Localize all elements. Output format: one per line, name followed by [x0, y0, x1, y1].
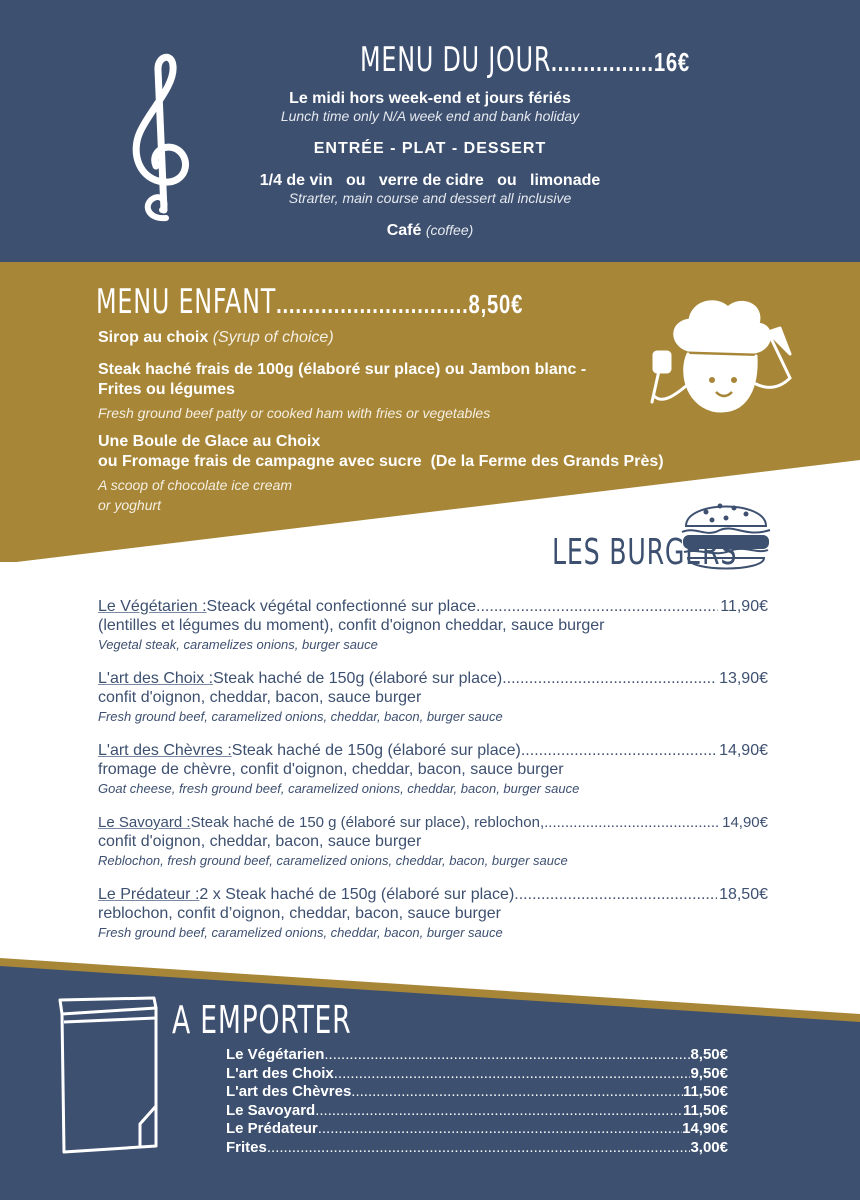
burger-price: 14,90€	[722, 814, 768, 831]
a-emporter-item	[226, 1102, 728, 1121]
takeaway-bag-icon	[56, 996, 166, 1161]
burger-item-predateur	[98, 885, 768, 943]
menu-du-jour-hours	[200, 90, 660, 124]
burger-item-vegetarien	[98, 597, 768, 655]
item-price: 11,50€	[682, 1101, 728, 1119]
burger-name: Le Prédateur :	[98, 886, 200, 903]
menu-enfant-price: 8,50€	[468, 289, 524, 319]
main-course: Steak haché frais de 100g (élaboré sur place) ou Jambon blanc - Frites ou légumes Fresh ground beef patty or cooked ham with fries or vegetables	[98, 361, 587, 421]
hours-fr: Le midi hors week-end et jours fériés	[289, 90, 571, 107]
item-price: 9,50€	[690, 1064, 728, 1082]
item-name: Frites	[226, 1138, 267, 1156]
cafe-en: (coffee)	[425, 222, 474, 238]
burger-desc-line2: fromage de chèvre, confit d'oignon, cheddar, bacon, sauce burger	[98, 761, 564, 778]
menu-du-jour-title: MENU DU JOUR................16€	[360, 40, 691, 80]
menu-du-jour-cafe	[200, 222, 660, 240]
menu-enfant-title: MENU ENFANT..............................8,50€	[96, 282, 524, 322]
burger-name: L'art des Chèvres :	[98, 742, 232, 759]
burger-desc-en: Reblochon, fresh ground beef, caramelized onions, cheddar, bacon, burger sauce	[98, 853, 568, 868]
burger-desc-line2: confit d'oignon, cheddar, bacon, sauce burger	[98, 833, 422, 850]
burger-desc-en: Fresh ground beef, caramelized onions, cheddar, bacon, burger sauce	[98, 709, 503, 724]
item-price: 3,00€	[690, 1138, 728, 1156]
burger-desc: Steak haché de 150 g (élaboré sur place), reblochon,	[190, 814, 545, 831]
burger-name: L'art des Choix :	[98, 670, 214, 687]
item-name: Le Savoyard	[226, 1101, 316, 1119]
burger-item-art-des-choix	[98, 669, 768, 727]
item-price: 8,50€	[690, 1046, 728, 1063]
burger-price: 11,90€	[720, 598, 768, 615]
a-emporter-item	[226, 1120, 728, 1139]
dessert: Une Boule de Glace au Choix ou Fromage frais de campagne avec sucre (De la Ferme des Grands Près) A scoop of chocolate ice cream or yoghurt	[98, 433, 664, 513]
burger-price: 14,90€	[719, 742, 768, 759]
a-emporter-item	[226, 1046, 728, 1065]
hours-en: Lunch time only N/A week end and bank holiday	[280, 108, 580, 124]
a-emporter-item	[226, 1065, 728, 1084]
sirop-line: Sirop au choix (Syrup of choice)	[98, 329, 334, 346]
menu-du-jour-price: 16€	[653, 47, 691, 77]
cafe-fr: Café	[386, 222, 422, 239]
burger-item-art-des-chevres	[98, 741, 768, 799]
a-emporter-item	[226, 1083, 728, 1102]
burger-desc-en: Goat cheese, fresh ground beef, caramelized onions, cheddar, bacon, burger sauce	[98, 781, 580, 796]
item-price: 14,90€	[682, 1120, 728, 1138]
burger-desc-line2: reblochon, confit d’oignon, cheddar, bacon, sauce burger	[98, 905, 501, 922]
a-emporter-list	[226, 1046, 728, 1158]
item-name: L'art des Chèvres	[226, 1083, 352, 1101]
burger-desc: Steak haché de 150g (élaboré sur place)	[231, 742, 521, 759]
burger-desc: 2 x Steak haché de 150g (élaboré sur place)	[199, 886, 515, 903]
burger-desc-en: Vegetal steak, caramelizes onions, burger sauce	[98, 637, 378, 652]
burger-name: Le Savoyard :	[98, 814, 191, 831]
burger-name: Le Végétarien :	[98, 598, 207, 615]
burger-desc-line2: (lentilles et légumes du moment), confit d'oignon cheddar, sauce burger	[98, 617, 605, 634]
menu-du-jour-courses	[200, 140, 660, 158]
burger-item-savoyard	[98, 813, 768, 871]
drink-fr: 1/4 de vin ou verre de cidre ou limonade	[259, 172, 601, 189]
burger-desc: Steak haché de 150g (élaboré sur place)	[213, 670, 503, 687]
burgers-title: LES BURGERS	[552, 532, 738, 573]
menu-du-jour-drink	[200, 172, 660, 206]
courses-label: ENTRÉE - PLAT - DESSERT	[313, 140, 547, 157]
item-name: Le Prédateur	[226, 1120, 318, 1138]
item-name: L'art des Choix	[226, 1064, 334, 1082]
treble-clef-icon	[128, 50, 198, 225]
item-name: Le Végétarien	[226, 1046, 325, 1063]
a-emporter-title: A EMPORTER	[172, 998, 352, 1042]
drink-en: Strarter, main course and dessert all inclusive	[288, 190, 572, 206]
burger-price: 13,90€	[719, 670, 768, 687]
chef-kid-icon	[640, 292, 810, 442]
item-price: 11,50€	[682, 1083, 728, 1101]
burger-desc: Steack végétal confectionné sur place	[206, 598, 477, 615]
a-emporter-item	[226, 1139, 728, 1158]
burger-price: 18,50€	[719, 886, 768, 903]
burger-desc-line2: confit d'oignon, cheddar, bacon, sauce burger	[98, 689, 422, 706]
burger-desc-en: Fresh ground beef, caramelized onions, cheddar, bacon, burger sauce	[98, 925, 503, 940]
